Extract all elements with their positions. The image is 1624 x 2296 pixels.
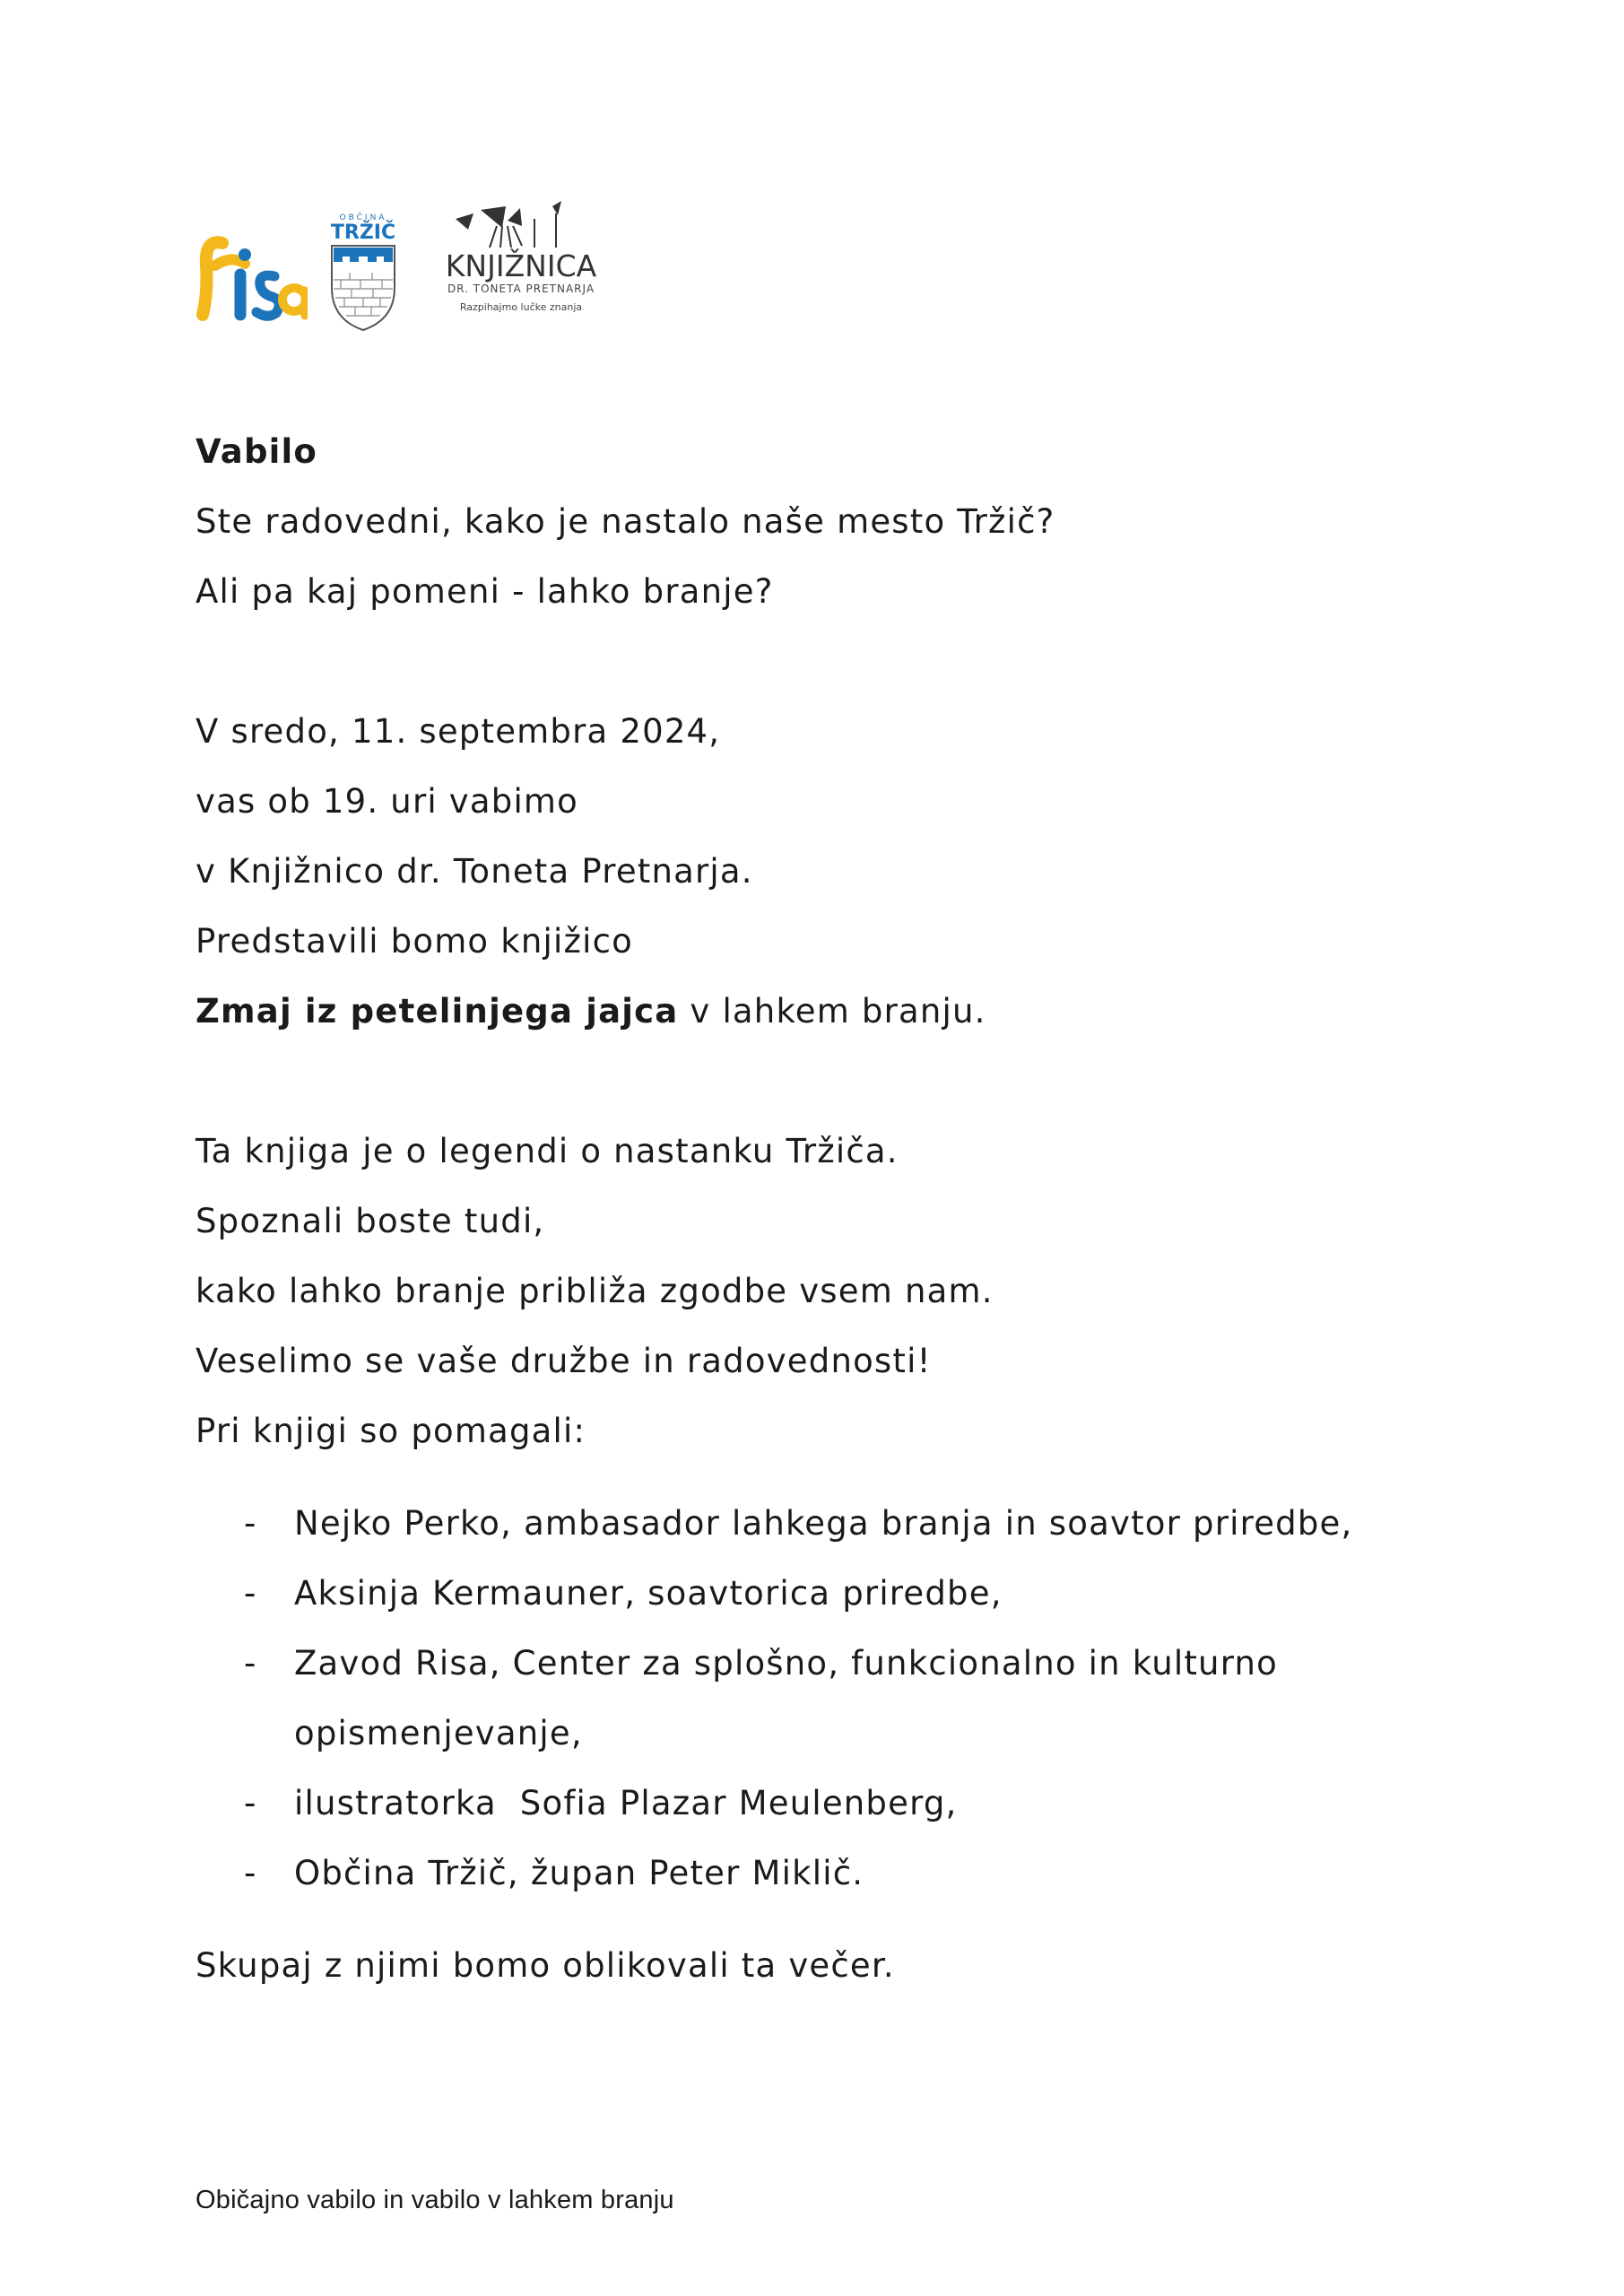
book-title: Zmaj iz petelinjega jajca	[195, 992, 679, 1031]
svg-text:DR. TONETA PRETNARJA: DR. TONETA PRETNARJA	[447, 283, 595, 295]
closing-line: Skupaj z njimi bomo oblikovali ta večer.	[195, 1946, 895, 1985]
about-line-1: Ta knjiga je o legendi o nastanku Tržiča.	[195, 1132, 899, 1170]
book-line	[195, 992, 986, 1031]
svg-text:Razpihajmo lučke znanja: Razpihajmo lučke znanja	[459, 301, 583, 313]
about-line-3: kako lahko branje približa zgodbe vsem nam.	[195, 1272, 994, 1310]
trzic-coat-of-arms	[323, 212, 404, 333]
library-logo	[427, 201, 615, 326]
list-item: Občina Tržič, župan Peter Miklič.	[294, 1854, 864, 1892]
place-line: v Knjižnico dr. Toneta Pretnarja.	[195, 852, 753, 891]
list-item: Nejko Perko, ambasador lahkega branja in soavtor priredbe,	[294, 1504, 1353, 1543]
list-item: Aksinja Kermauner, soavtorica priredbe,	[294, 1574, 1003, 1613]
about-line-2: Spoznali boste tudi,	[195, 1202, 545, 1240]
time-line: vas ob 19. uri vabimo	[195, 782, 579, 821]
list-item: ilustratorka Sofia Plazar Meulenberg,	[294, 1784, 958, 1822]
list-bullet: -	[244, 1504, 256, 1543]
intro-line-2: Ali pa kaj pomeni - lahko branje?	[195, 572, 774, 611]
date-line: V sredo, 11. septembra 2024,	[195, 712, 721, 751]
about-line-5: Pri knjigi so pomagali:	[195, 1412, 586, 1450]
book-suffix: v lahkem branju.	[678, 992, 986, 1031]
risa-logo	[195, 230, 308, 324]
page-footer: Običajno vabilo in vabilo v lahkem branju	[195, 2186, 674, 2214]
invitation-title: Vabilo	[195, 432, 318, 471]
svg-text:OBČINA: OBČINA	[339, 213, 387, 222]
list-bullet: -	[244, 1644, 256, 1683]
present-line: Predstavili bomo knjižico	[195, 922, 633, 961]
svg-text:KNJIŽNICA: KNJIŽNICA	[445, 248, 597, 283]
about-line-4: Veselimo se vaše družbe in radovednosti!	[195, 1342, 932, 1380]
list-item-continuation: opismenjevanje,	[294, 1714, 583, 1752]
list-item: Zavod Risa, Center za splošno, funkcionalno in kulturno	[294, 1644, 1278, 1683]
svg-text:TRŽIČ: TRŽIČ	[330, 222, 396, 244]
list-bullet: -	[244, 1574, 256, 1613]
list-bullet: -	[244, 1784, 256, 1822]
logo-bar	[195, 201, 608, 335]
svg-text:Risa: Risa	[251, 323, 254, 324]
intro-line-1: Ste radovedni, kako je nastalo naše mesto Tržič?	[195, 502, 1055, 541]
list-bullet: -	[244, 1854, 256, 1892]
